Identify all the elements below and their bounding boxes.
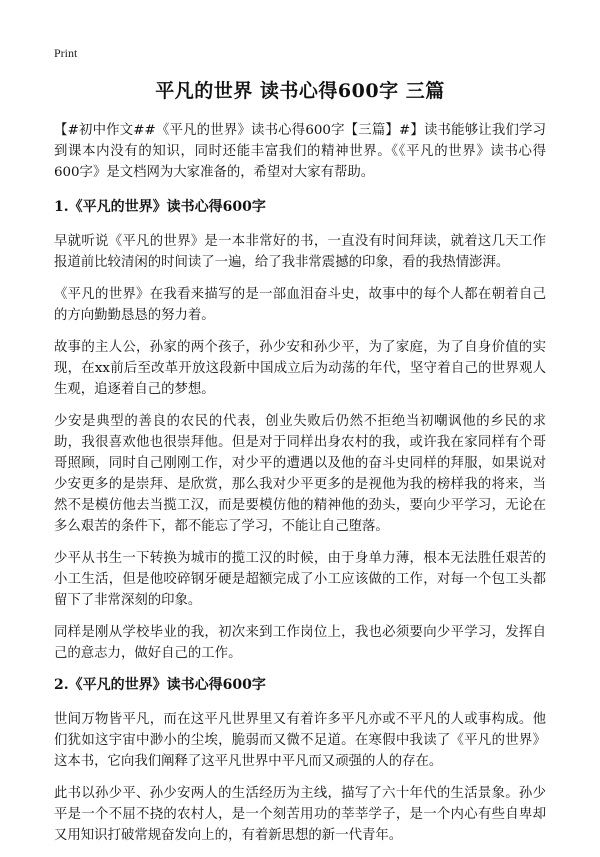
paragraph: 世间万物皆平凡，而在这平凡世界里又有着许多平凡亦或不平凡的人或事构成。他们犹如这宇宙中渺小的尘埃，脆弱而又微不足道。在寒假中我读了《平凡的世界》这本书，它向我们阐释了这平凡世界中平凡而又顽强的人的存在。 [54,712,546,769]
paragraph: 此书以孙少平、孙少安两人的生活经历为主线，描写了六十年代的生活景象。孙少平是一个不屈不挠的农村人，是一个刻苦用功的莘莘学子，是一个内心有些自卑却又用知识打破常规奋发向上的，有着新思想的新一代青年。 [54,786,546,843]
paragraph: 早就听说《平凡的世界》是一本非常好的书，一直没有时间拜读，就着这几天工作报道前比较清闲的时间读了一遍，给了我非常震撼的印象，看的我热情澎湃。 [54,234,546,270]
intro-paragraph: 【#初中作文##《平凡的世界》读书心得600字【三篇】#】读书能够让我们学习到课本内没有的知识，同时还能丰富我们的精神世界。《《平凡的世界》读书心得600字》是文档网为大家准备的，希望对大家有帮助。 [54,123,546,180]
section-heading-1: 1.《平凡的世界》读书心得600字 [54,199,266,215]
section-heading-2: 2.《平凡的世界》读书心得600字 [54,677,266,693]
article-body [54,120,546,857]
page-title: 平凡的世界 读书心得600字 三篇 [155,80,445,102]
paragraph: 少平从书生一下转换为城市的揽工汉的时候，由于身单力薄，根本无法胜任艰苦的小工生活，但是他咬碎钢牙硬是超额完成了小工应该做的工作，对每一个包工头都留下了非常深刻的印象。 [54,551,546,608]
paragraph: 同样是刚从学校毕业的我，初次来到工作岗位上，我也必须要向少平学习，发挥自己的意志力，做好自己的工作。 [54,625,546,661]
print-link[interactable]: Print [54,46,78,60]
paragraph: 故事的主人公，孙家的两个孩子，孙少安和孙少平，为了家庭，为了自身价值的实现，在xx前后至改革开放这段新中国成立后为动荡的年代，坚守着自己的世界观人生观，追逐着自己的梦想。 [54,340,546,397]
paragraph: 《平凡的世界》在我看来描写的是一部血泪奋斗史，故事中的每个人都在朝着自己的方向勤勤恳恳的努力着。 [54,287,546,323]
paragraph: 少安是典型的善良的农民的代表，创业失败后仍然不拒绝当初嘲讽他的乡民的求助，我很喜欢他也很崇拜他。但是对于同样出身农村的我，或许我在家同样有个哥哥照顾，同时自己刚刚工作，对少平的遭遇以及他的奋斗史同样的拜服，如果说对少安更多的是崇拜、是欣赏，那么我对少平更多的是视他为我的榜样我的将来，当然不是模仿他去当揽工汉，而是要模仿他的精神他的劲头，要向少平学习，无论在多么艰苦的条件下，都不能忘了学习，不能让自己堕落。 [54,414,546,534]
